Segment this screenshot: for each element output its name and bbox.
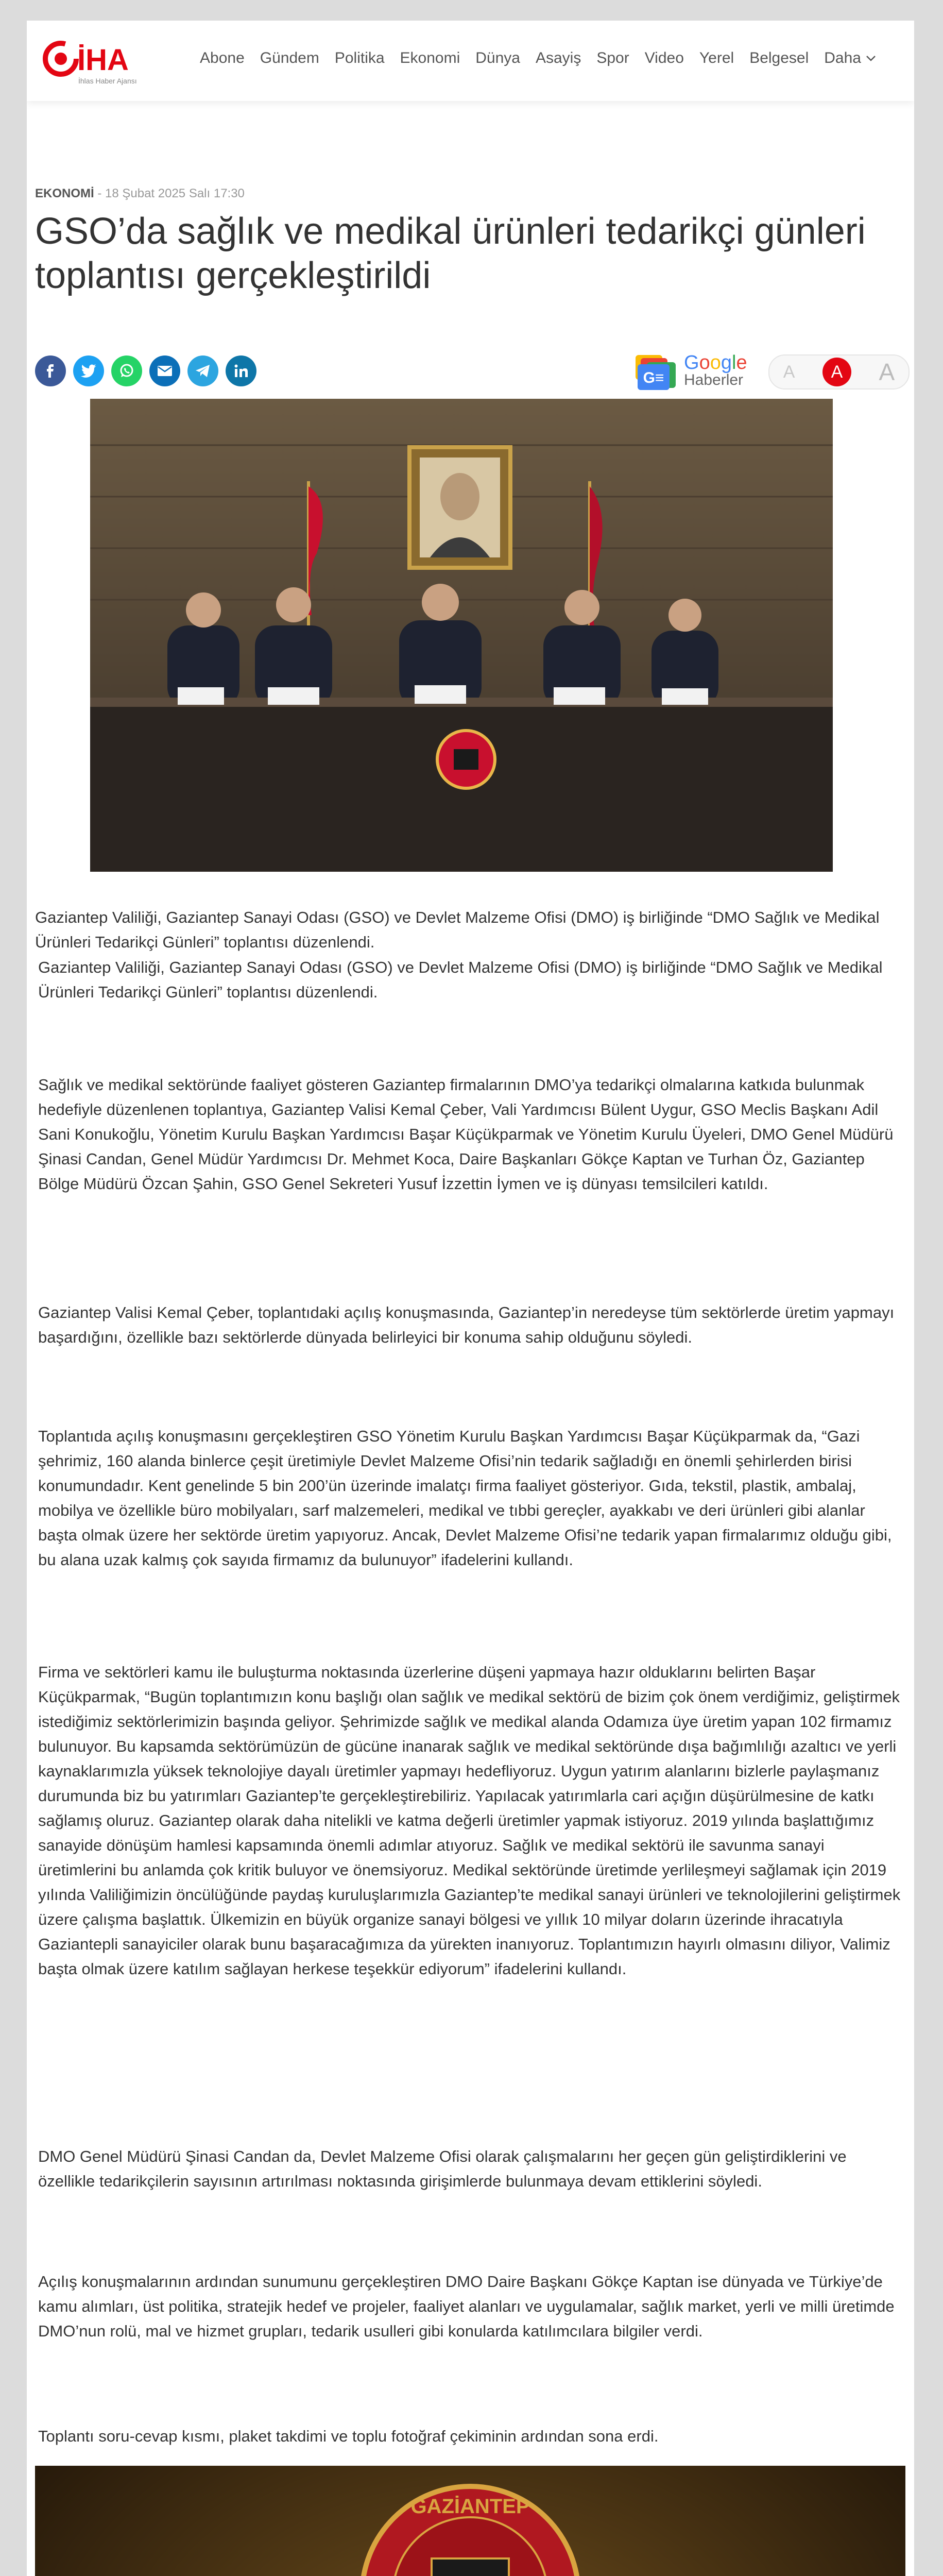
- chevron-down-icon: [865, 55, 877, 62]
- telegram-icon: [195, 364, 211, 378]
- meta-separator: -: [97, 187, 102, 200]
- nav-ekonomi[interactable]: Ekonomi: [400, 49, 460, 66]
- nav-asayis[interactable]: Asayiş: [535, 49, 581, 66]
- font-size-small-button[interactable]: A: [783, 362, 795, 382]
- article-title: GSO’da sağlık ve medikal ürünleri tedarikçi günleri toplantısı gerçekleştirildi: [35, 211, 866, 296]
- font-size-medium-button[interactable]: A: [822, 358, 851, 386]
- linkedin-icon: [234, 364, 248, 378]
- logo-brand: İHA: [77, 43, 129, 77]
- share-facebook-button[interactable]: [35, 355, 66, 386]
- nav-spor[interactable]: Spor: [596, 49, 629, 66]
- share-twitter-button[interactable]: [73, 355, 104, 386]
- share-email-button[interactable]: [149, 355, 180, 386]
- email-icon: [157, 365, 173, 377]
- nav-more[interactable]: [824, 49, 877, 67]
- nav-abone[interactable]: Abone: [200, 49, 245, 66]
- main-nav: [200, 49, 877, 67]
- whatsapp-icon: [118, 363, 135, 379]
- article-paragraph: Açılış konuşmalarının ardından sunumunu gerçekleştiren DMO Daire Başkanı Gökçe Kaptan ise dünyada ve Türkiye’de kamu alımları, üst politika, stratejik hedef ve projeler, faaliyet alanları ve uygulamalar, sağlık market, yerli ve milli üretimde DMO’nun rolü, mal ve hizmet grupları, tedarik usulleri gibi konularda katılımcılara bilgiler verdi.: [38, 2273, 895, 2340]
- font-size-large-button[interactable]: A: [879, 359, 895, 385]
- nav-politika[interactable]: Politika: [334, 49, 385, 66]
- article-paragraph: DMO Genel Müdürü Şinasi Candan da, Devlet Malzeme Ofisi olarak çalışmalarını her geçen gün geliştirdiklerini ve özellikle tedarikçilerin sayısının artırılması noktasında girişimlerde bulunmaya devam ettiklerini söyledi.: [38, 2147, 847, 2190]
- article-meta: [35, 187, 245, 201]
- nav-gundem[interactable]: Gündem: [260, 49, 319, 66]
- article-paragraph: Toplantı soru-cevap kısmı, plaket takdimi ve toplu fotoğraf çekiminin ardından sona erdi.: [38, 2427, 659, 2445]
- facebook-icon: [43, 363, 58, 379]
- google-news-icon: [633, 351, 679, 392]
- article-paragraph: Gaziantep Valisi Kemal Çeber, toplantıdaki açılış konuşmasında, Gaziantep’in neredeyse tüm sektörlerde üretim yapmayı başardığını, özellikle bazı sektörlerde dünyada belirleyici bir konuma sahip olduğunu söyledi.: [38, 1303, 895, 1346]
- logo-tagline: İhlas Haber Ajansı: [78, 77, 137, 85]
- nav-yerel[interactable]: Yerel: [699, 49, 734, 66]
- share-bar: [35, 355, 264, 386]
- site-header: [27, 21, 914, 101]
- article-lead: Gaziantep Valiliği, Gaziantep Sanayi Odası (GSO) ve Devlet Malzeme Ofisi (DMO) iş birliğinde “DMO Sağlık ve Medikal Ürünleri Tedarikçi Günleri” toplantısı düzenlendi.: [35, 908, 880, 951]
- article-photo-speaker: [35, 2466, 905, 2576]
- google-news-badge-text: G≡: [643, 369, 664, 386]
- share-whatsapp-button[interactable]: [111, 355, 142, 386]
- article-paragraph: Sağlık ve medikal sektöründe faaliyet gösteren Gaziantep firmalarının DMO’ya tedarikçi olmalarına katkıda bulunmak hedefiyle düzenlenen toplantıya, Gaziantep Valisi Kemal Çeber, Vali Yardımcısı Bülent Uygur, GSO Meclis Başkanı Adil Sani Konukoğlu, Yönetim Kurulu Başkan Yardımcısı Başar Küçükparmak ve Yönetim Kurulu Üyeleri, DMO Genel Müdürü Şinasi Candan, Genel Müdür Yardımcısı Dr. Mehmet Koca, Daire Başkanları Gökçe Kaptan ve Turhan Öz, Gaziantep Bölge Müdürü Özcan Şahin, GSO Genel Sekreteri Yusuf İzzettin İymen ve iş dünyası temsilcileri katıldı.: [38, 1076, 894, 1193]
- article-paragraph: Gaziantep Valiliği, Gaziantep Sanayi Odası (GSO) ve Devlet Malzeme Ofisi (DMO) iş birliğinde “DMO Sağlık ve Medikal Ürünleri Tedarikçi Günleri” toplantısı düzenlendi.: [38, 958, 883, 1001]
- nav-dunya[interactable]: Dünya: [475, 49, 520, 66]
- google-news-follow-button[interactable]: [633, 347, 762, 396]
- font-size-switcher: [768, 354, 910, 389]
- google-news-line1: Google: [684, 352, 747, 374]
- twitter-icon: [80, 364, 97, 378]
- share-linkedin-button[interactable]: [226, 355, 256, 386]
- category-link[interactable]: EKONOMİ: [35, 187, 94, 200]
- google-news-line2: Haberler: [684, 371, 744, 388]
- publish-date: 18 Şubat 2025 Salı 17:30: [105, 187, 245, 200]
- page-frame: [27, 21, 914, 2576]
- nav-video[interactable]: Video: [644, 49, 684, 66]
- article-photo-panel: [90, 399, 833, 872]
- photo2-emblem-top: GAZİANTEP: [410, 2495, 530, 2518]
- article-paragraph: Firma ve sektörleri kamu ile buluşturma noktasında üzerlerine düşeni yapmaya hazır olduklarını belirten Başar Küçükparmak, “Bugün toplantımızın konu başlığı olan sağlık ve medikal sektörü de bizim çok önem verdiğimiz, geliştirmek istediğimiz sektörlerimizin başında geliyor. Şehrimizde sağlık ve medikal alanda Odamıza üye üretim yapan 102 firmamız bulunuyor. Bu kapsamda sektörümüzün de gücüne inanarak sağlık ve medikal sektöründe dışa bağımlılığı azaltıcı ve yerli kaynaklarımızla yüksek teknolojiye dayalı üretimler yapmayı hedefliyoruz. Uygun yatırım alanlarını bizlerle paylaşmanız durumunda biz bu yatırımları Gaziantep’te gerçekleştirebiliriz. Yapılacak yatırımlarla cari açığın düşürülmesine de katkı sağlamış oluruz. Gaziantep olarak daha nitelikli ve katma değerli üretimler yapmak istiyoruz. 2019 yılında başlattığımız sanayide dönüşüm hamlesi kapsamında önemli adımlar atıyoruz. Sağlık ve medikal sektörü ile savunma sanayi üretimlerini bu anlamda çok kritik buluyor ve önemsiyoruz. Medikal sektöründe üretimde yerlileşmeyi sağlamak için 2019 yılında Valiliğimizin öncülüğünde paydaş kuruluşlarımızla Gaziantep’te medikal sanayi ürünleri ve teknolojilerini geliştirmek üzere çalışma başlattık. Ülkemizin en büyük organize sanayi bölgesi ve yıllık 10 milyar doların üzerinde ihracatıyla Gaziantepli sanayiciler olarak bunu başaracağımıza da yürekten inanıyoruz. Toplantımızın hayırlı olmasını diliyor, Valimiz başta olmak üzere katılım sağlayan herkese teşekkür ediyorum” ifadelerini kullandı.: [38, 1663, 901, 1978]
- share-telegram-button[interactable]: [187, 355, 218, 386]
- nav-belgesel[interactable]: Belgesel: [749, 49, 809, 66]
- site-logo[interactable]: [38, 34, 172, 91]
- nav-more-label: Daha: [824, 49, 861, 66]
- article-paragraph: Toplantıda açılış konuşmasını gerçekleştiren GSO Yönetim Kurulu Başkan Yardımcısı Başar Küçükparmak da, “Gazi şehrimiz, 160 alanda binlerce çeşit üretimiyle Devlet Malzeme Ofisi’nin tedarik sağladığı en önemli şehirlerden birisi konumundadır. Kent genelinde 5 bin 200’ün üzerinde imalatçı firma faaliyet gösteriyor. Gıda, tekstil, plastik, ambalaj, mobilya ve özellikle büro mobilyaları, sarf malzemeleri, medikal ve tıbbi gereçler, ayakkabı ve deri ürünleri gibi alanlar başta olmak üzere her sektörde üretim yapıyoruz. Ancak, Devlet Malzeme Ofisi’ne tedarik yapan firmalarımız olduğu gibi, bu alana uzak kalmış çok sayıda firmamız da bulunuyor” ifadelerini kullandı.: [38, 1427, 892, 1569]
